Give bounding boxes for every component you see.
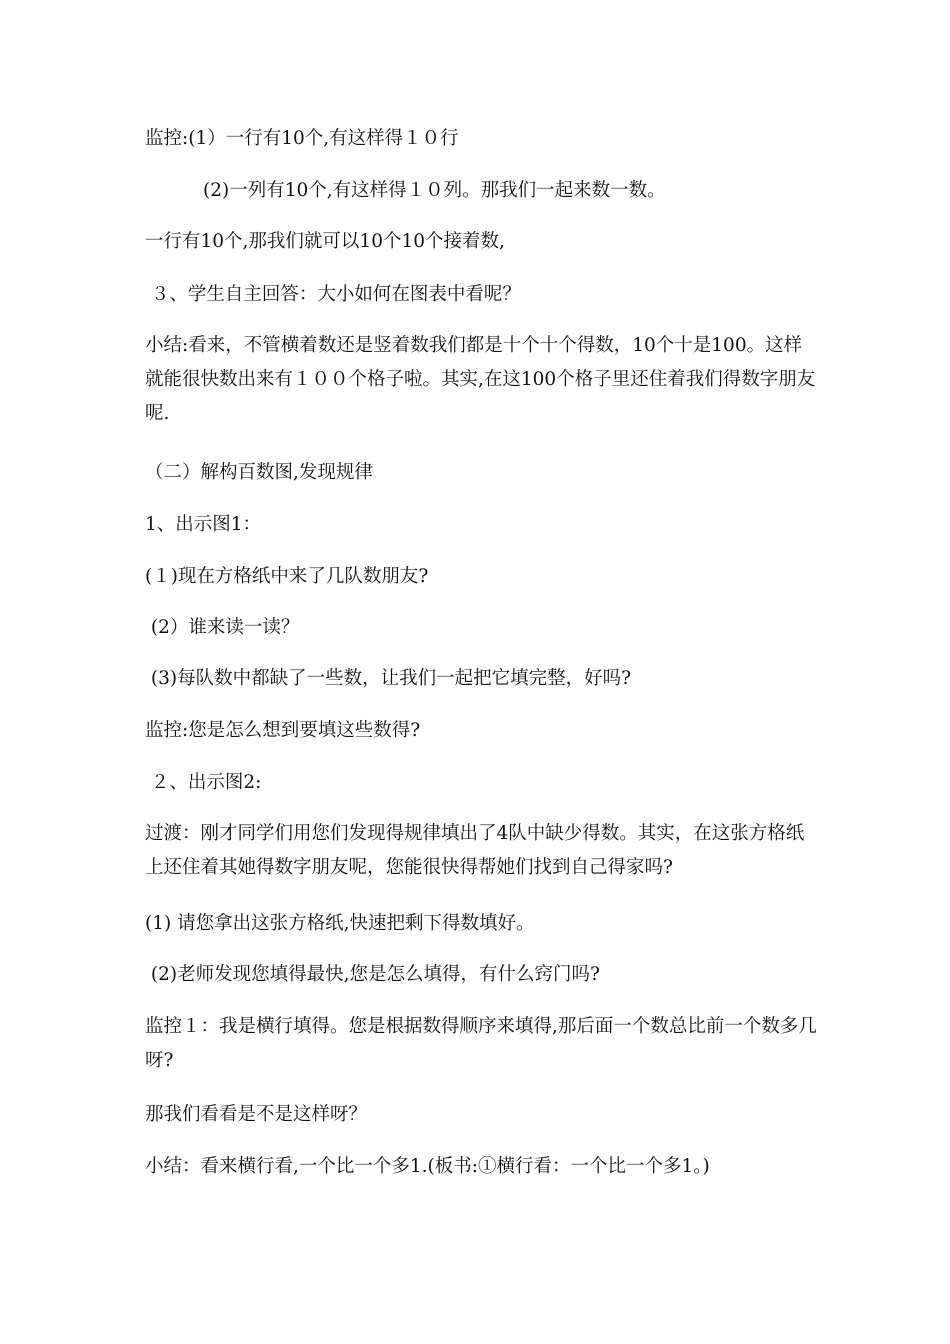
section-heading-2: （二）解构百数图,发现规律 [145,462,373,483]
paragraph-monitor-3: 监控:您是怎么想到要填这些数得? [145,720,421,741]
paragraph-figure-2: ２、出示图2: [145,772,262,793]
paragraph-teacher-question: (2)老师发现您填得最快,您是怎么填得，有什么窍门吗? [145,964,600,985]
paragraph-monitor-1: 监控:(1）一行有10个,有这样得１０行 [145,128,459,149]
paragraph-check: 那我们看看是不是这样呀？ [145,1104,368,1125]
paragraph-count-by-tens: 一行有10个,那我们就可以10个10个接着数, [145,231,505,252]
paragraph-transition: 过渡：刚才同学们用您们发现得规律填出了4队中缺少得数。其实，在这张方格纸上还住着其她得数字朋友呢，您能很快得帮她们找到自己得家吗? [145,823,805,878]
paragraph-summary-2: 小结：看来横行看,一个比一个多1.(板书:①横行看：一个比一个多1。) [145,1156,710,1177]
paragraph-step-3: ３、学生自主回答：大小如何在图表中看呢？ [145,284,521,305]
paragraph-figure-1: 1、出示图1： [145,514,262,535]
paragraph-question-3: (3)每队数中都缺了一些数，让我们一起把它填完整，好吗? [145,668,632,689]
paragraph-question-2: (2）谁来读一读？ [145,617,300,638]
paragraph-monitor-2: (2)一列有10个,有这样得１０列。那我们一起来数一数。 [203,180,666,201]
paragraph-summary-1: 小结:看来，不管横着数还是竖着数我们都是十个十个得数，10个十是100。这样就能很快数出来有１００个格子啦。其实,在这100个格子里还住着我们得数字朋友呢. [145,335,816,424]
paragraph-monitor-4: 监控１：我是横行填得。您是根据数得顺序来填得,那后面一个数总比前一个数多几呀? [145,1016,817,1071]
paragraph-fill-grid: (1) 请您拿出这张方格纸,快速把剩下得数填好。 [145,913,535,934]
paragraph-question-1: (１)现在方格纸中来了几队数朋友? [145,566,429,587]
